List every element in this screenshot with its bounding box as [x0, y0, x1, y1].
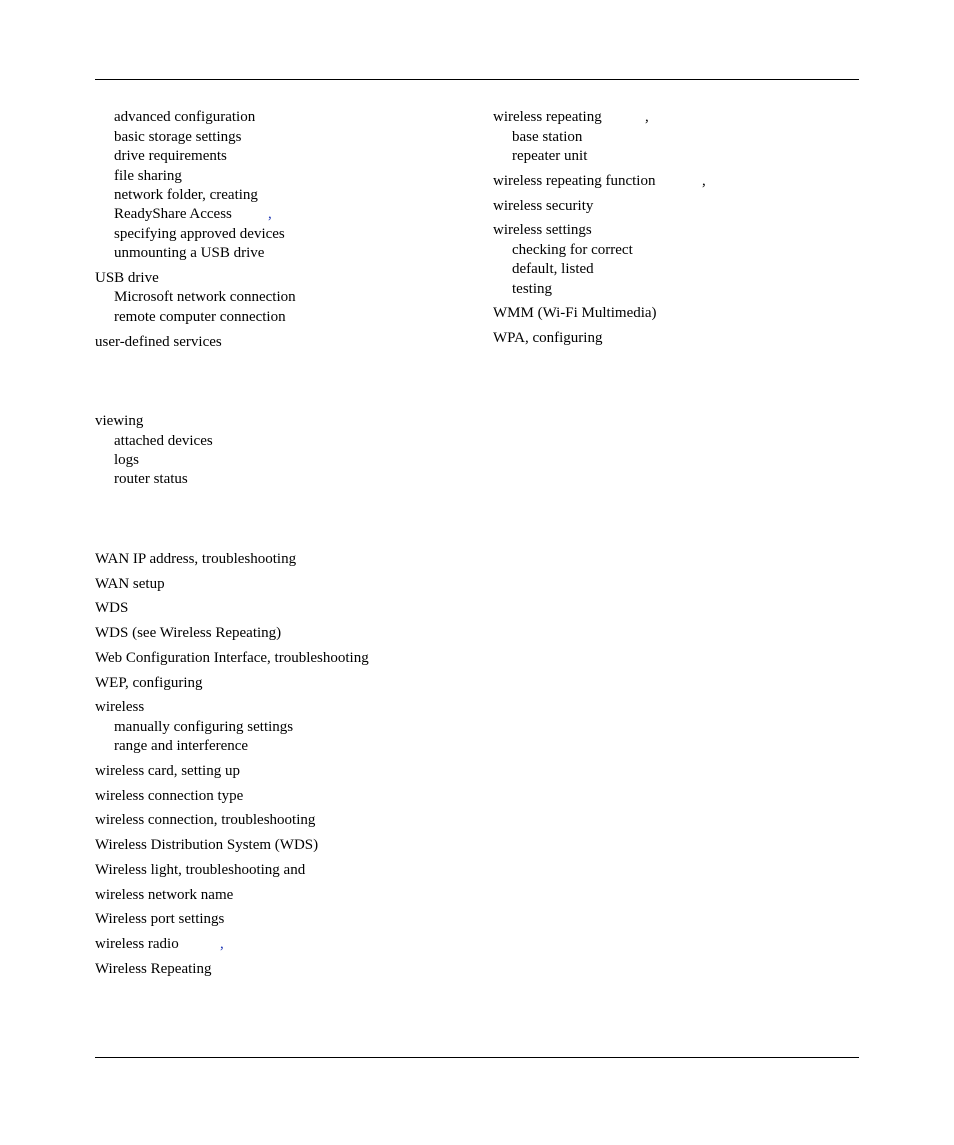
index-entry-wep-configuring: WEP, configuring: [95, 675, 203, 691]
index-entry-wireless-connection-type: wireless connection type: [95, 788, 244, 804]
index-entry-wireless-connection-troubleshooting: wireless connection, troubleshooting: [95, 812, 316, 828]
index-subentry-drive-requirements: drive requirements: [114, 148, 227, 164]
index-subentry-checking-for-correct: checking for correct: [512, 242, 633, 258]
index-subentry-testing: testing: [512, 281, 552, 297]
index-entry-wireless-light-troubleshooting: Wireless light, troubleshooting and: [95, 862, 306, 878]
index-entry-user-defined-services: user-defined services: [95, 334, 222, 350]
index-subentry-router-status: router status: [114, 471, 188, 487]
index-entry-wpa-configuring: WPA, configuring: [493, 330, 603, 346]
index-entry-wireless-settings: wireless settings: [493, 222, 592, 238]
index-entry-wireless-card-setting-up: wireless card, setting up: [95, 763, 240, 779]
index-entry-wireless-repeating-function: wireless repeating function: [493, 173, 656, 189]
index-entry-wireless-repeating: wireless repeating: [493, 109, 602, 125]
index-entry-wireless: wireless: [95, 699, 145, 715]
index-entry-wds-see-wireless-repeating: WDS (see Wireless Repeating): [95, 625, 282, 641]
index-subentry-logs: logs: [114, 452, 140, 468]
index-link-separator[interactable]: ,: [220, 936, 224, 952]
index-subentry-advanced-configuration: advanced configuration: [114, 109, 256, 125]
index-entry-web-configuration-interface: Web Configuration Interface, troubleshooting: [95, 650, 369, 666]
index-entry-wireless-radio: wireless radio: [95, 936, 179, 952]
index-entry-wireless-network-name: wireless network name: [95, 887, 234, 903]
index-subentry-specifying-approved-devices: specifying approved devices: [114, 226, 285, 242]
index-entry-wireless-port-settings: Wireless port settings: [95, 911, 225, 927]
index-subentry-manually-configuring-settings: manually configuring settings: [114, 719, 294, 735]
index-entry-viewing: viewing: [95, 413, 144, 429]
index-entry-wds: WDS: [95, 600, 129, 616]
index-entry-wan-setup: WAN setup: [95, 576, 165, 592]
header-rule: [95, 79, 859, 80]
index-subentry-attached-devices: attached devices: [114, 433, 213, 449]
index-link-separator[interactable]: ,: [268, 206, 272, 222]
index-subentry-base-station: base station: [512, 129, 583, 145]
index-subentry-repeater-unit: repeater unit: [512, 148, 588, 164]
index-entry-wmm: WMM (Wi-Fi Multimedia): [493, 305, 657, 321]
index-subentry-basic-storage-settings: basic storage settings: [114, 129, 242, 145]
index-subentry-file-sharing: file sharing: [114, 168, 182, 184]
index-separator: ,: [702, 173, 706, 189]
index-entry-wireless-distribution-system: Wireless Distribution System (WDS): [95, 837, 319, 853]
index-subentry-readyshare-access: ReadyShare Access: [114, 206, 232, 222]
index-subentry-unmounting-usb-drive: unmounting a USB drive: [114, 245, 265, 261]
index-entry-wireless-repeating-cap: Wireless Repeating: [95, 961, 212, 977]
index-subentry-network-folder-creating: network folder, creating: [114, 187, 258, 203]
index-subentry-default-listed: default, listed: [512, 261, 594, 277]
index-subentry-microsoft-network-connection: Microsoft network connection: [114, 289, 296, 305]
footer-rule: [95, 1057, 859, 1058]
index-separator: ,: [645, 109, 649, 125]
index-subentry-range-and-interference: range and interference: [114, 738, 249, 754]
index-entry-wireless-security: wireless security: [493, 198, 594, 214]
index-entry-wan-ip-troubleshooting: WAN IP address, troubleshooting: [95, 551, 297, 567]
index-subentry-remote-computer-connection: remote computer connection: [114, 309, 286, 325]
index-entry-usb-drive: USB drive: [95, 270, 159, 286]
